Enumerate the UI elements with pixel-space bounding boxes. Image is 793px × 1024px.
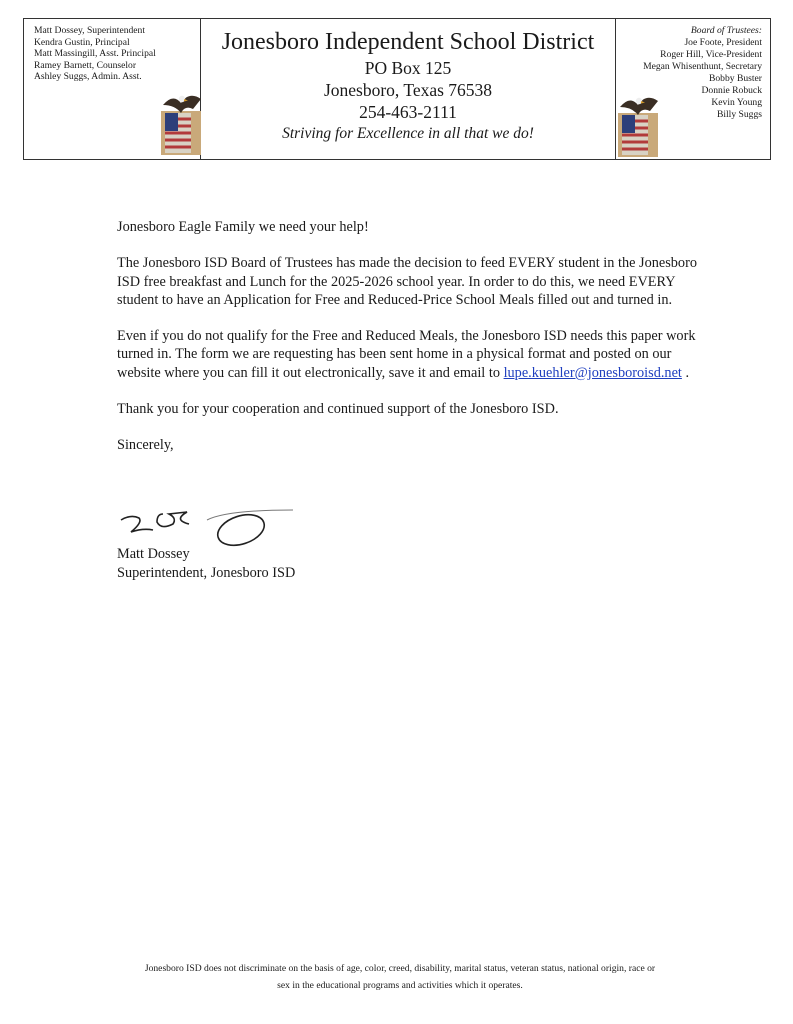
board-member: Billy Suggs [716, 109, 762, 120]
email-link[interactable]: lupe.kuehler@jonesboroisd.net [503, 364, 682, 381]
eagle-flag-emblem-icon [159, 89, 203, 157]
signer-name: Matt Dossey [117, 546, 190, 562]
phone-number: 254-463-2111 [359, 102, 457, 122]
signer-block [117, 545, 295, 583]
paragraph-2 [117, 327, 697, 382]
board-member: Joe Foote, President [684, 37, 762, 48]
board-member: Megan Whisenthunt, Secretary [643, 61, 762, 72]
footer-line-1: Jonesboro ISD does not discriminate on the basis of age, color, creed, disability, marital status, veteran status, national origin, race or [144, 963, 656, 974]
board-list [643, 25, 762, 121]
city-state-zip: Jonesboro, Texas 76538 [323, 80, 493, 100]
district-name: Jonesboro Independent School District [221, 29, 595, 55]
staff-item: Kendra Gustin, Principal [34, 36, 130, 48]
letterhead-staff-panel [24, 19, 201, 159]
paragraph-2-end: . [681, 364, 690, 381]
staff-item: Matt Dossey, Superintendent [34, 25, 146, 36]
letterhead-center [201, 19, 615, 145]
board-member: Roger Hill, Vice-President [660, 49, 762, 60]
board-member: Donnie Robuck [701, 85, 762, 96]
staff-item: Ashley Suggs, Admin. Asst. [34, 71, 142, 83]
board-title: Board of Trustees: [690, 25, 762, 36]
signer-title: Superintendent, Jonesboro ISD [117, 565, 296, 581]
staff-list [34, 25, 156, 83]
board-member: Kevin Young [711, 97, 762, 108]
letterhead-board-panel [615, 19, 770, 159]
paragraph-1: The Jonesboro ISD Board of Trustees has made the decision to feed EVERY student in the Jonesboro ISD free breakfast and Lunch for the 2025-2026 school year. In order to do this, we need EVERY student to have an Application for Free and Reduced-Price School Meals filled out and turned in. [117, 255, 697, 308]
nondiscrimination-footer [95, 960, 705, 994]
footer-line-2: sex in the educational programs and activities which it operates. [277, 980, 523, 991]
motto: Striving for Excellence in all that we do! [282, 125, 534, 142]
staff-item: Ramey Barnett, Counselor [34, 59, 137, 71]
staff-item: Matt Massingill, Asst. Principal [34, 48, 156, 60]
paragraph-2-text: Even if you do not qualify for the Free and Reduced Meals, the Jonesboro ISD needs this paper work turned in. The form we are requesting has been sent home in a physical format and posted on our website where you can fill it out electronically, save it and email to [117, 328, 696, 381]
thanks: Thank you for your cooperation and continued support of the Jonesboro ISD. [117, 401, 559, 418]
letter-body [117, 218, 697, 473]
board-member: Bobby Buster [708, 73, 762, 84]
po-box: PO Box 125 [364, 58, 452, 78]
letterhead [23, 18, 771, 160]
greeting: Jonesboro Eagle Family we need your help! [117, 219, 369, 235]
closing: Sincerely, [117, 437, 174, 454]
